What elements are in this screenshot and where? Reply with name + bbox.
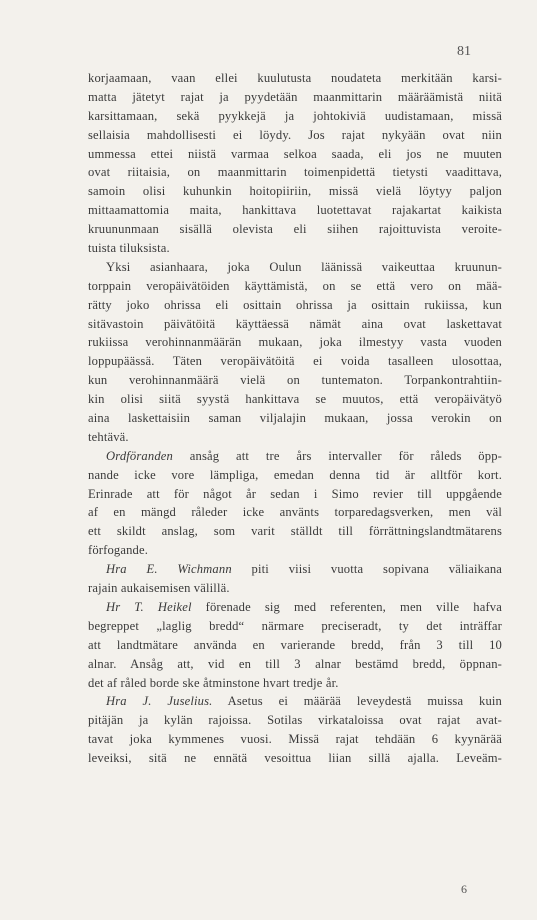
text-line (88, 409, 502, 428)
line-text: ummessa ettei niistä varmaa selkoa saada, eli jos ne muuten (88, 146, 502, 161)
text-line (88, 107, 502, 126)
text-line (88, 315, 502, 334)
line-text: Yksi asianhaara, joka Oulun läänissä vaikeuttaa kruunun- (106, 259, 502, 274)
line-text: begreppet „laglig bredd“ närmare preciseradt, ty det inträffar (88, 618, 502, 633)
speaker-name: Hra E. Wichmann (106, 562, 232, 577)
text-line (88, 69, 502, 88)
text-line (88, 333, 502, 352)
text-line (88, 655, 502, 674)
line-text: förfogande. (88, 543, 149, 558)
line-text: rajain aukaisemisen välillä. (88, 581, 230, 596)
line-text: Asetus ei määrää leveydestä muissa kuin (212, 694, 502, 709)
text-line (88, 182, 502, 201)
line-text: att landtmätare använda en varierande bredd, från 3 till 10 (88, 637, 502, 652)
text-line (88, 277, 502, 296)
text-line (88, 541, 502, 560)
text-line (88, 711, 502, 730)
line-text: karsittamaan, sekä pyykkejä ja johtokiviä uudistamaan, missä (88, 108, 502, 123)
line-text: matta jätetyt rajat ja pyydetään maanmittarin määräämistä niitä (88, 89, 502, 104)
line-text: piti viisi vuotta sopivana väliaikana (231, 562, 502, 577)
page-number: 81 (457, 44, 471, 59)
line-text: leveiksi, sitä ne ennätä vesoittua liian sillä ajalla. Leveäm- (88, 751, 502, 766)
text-line (88, 258, 502, 277)
text-line (88, 522, 502, 541)
text-line (88, 674, 502, 693)
speaker-name: Hra J. Juselius. (106, 694, 213, 709)
line-text: ovat riitaisia, on maanmittarin toimenpidettä tietysti vaadittava, (88, 165, 502, 180)
text-line (88, 749, 502, 768)
line-text: kun verohinnanmäärä vielä on tuntematon. Torpankontrahtiin- (88, 373, 502, 388)
text-line (88, 447, 502, 466)
text-line (88, 503, 502, 522)
line-text: tehtävä. (88, 429, 129, 444)
text-line (88, 239, 502, 258)
line-text: loppupäässä. Täten veropäivätöitä ei voida tasalleen ulosottaa, (88, 354, 502, 369)
text-line (88, 352, 502, 371)
text-line (88, 390, 502, 409)
line-text: förenade sig med referenten, men ville hafva (191, 599, 502, 614)
line-text: af en mängd råleder icke använts torparedagsverken, men väl (88, 505, 502, 520)
text-line (88, 201, 502, 220)
line-text: Erinrade att för något år sedan i Simo revier till uppgående (88, 486, 502, 501)
line-text: pitäjän ja kylän rajoissa. Sotilas virkataloissa ovat rajat avat- (88, 713, 502, 728)
line-text: ett skildt anslag, som varit ställdt till förrättningslandtmätarens (88, 524, 502, 539)
line-text: torppain veropäivätöiden käyttämistä, on se että vero on mää- (88, 278, 502, 293)
text-line (88, 163, 502, 182)
signature-mark: 6 (461, 882, 467, 896)
text-line (88, 692, 502, 711)
text-line (88, 730, 502, 749)
speaker-name: Hr T. Heikel (106, 599, 192, 614)
line-text: korjaamaan, vaan ellei kuulutusta noudateta merkitään karsi- (88, 71, 502, 85)
text-line (88, 220, 502, 239)
line-text: rätty joko ohrissa eli osittain ohrissa ja osittain rukiissa, kun (88, 297, 502, 312)
text-line (88, 88, 502, 107)
line-text: ansåg att tre års intervaller för råleds öpp- (172, 448, 502, 463)
text-line (88, 485, 502, 504)
text-line (88, 466, 502, 485)
text-line (88, 617, 502, 636)
line-text: aina laskettaisiin saman viljalajin mukaan, jossa verokin on (88, 411, 502, 426)
line-text: det af råled borde ske åtminstone hvart tredje år. (88, 675, 339, 690)
text-line (88, 296, 502, 315)
line-text: alnar. Ansåg att, vid en till 3 alnar bestämd bredd, öppnan- (88, 656, 502, 671)
text-line (88, 145, 502, 164)
line-text: rukiissa verohinnanmäärän mukaan, joka ilmestyy vasta vuoden (88, 335, 502, 350)
line-text: sellaisia mahdollisesti ei löydy. Jos rajat nykyään ovat niin (88, 127, 502, 142)
line-text: tavat joka kymmenes vuosi. Missä rajat tehdään 6 kyynärää (88, 732, 502, 747)
line-text: mittaamattomia maita, hankittava luotettavat rajakartat kaikista (88, 203, 502, 218)
text-line (88, 126, 502, 145)
text-line (88, 579, 502, 598)
text-line (88, 371, 502, 390)
line-text: kin olisi siitä syystä hankittava se muutos, että veropäivätyö (88, 392, 502, 407)
line-text: nande icke vore lämpliga, emedan denna tid är alltför kort. (88, 467, 502, 482)
line-text: sitävastoin päivätöitä käyttäessä nämät aina ovat laskettavat (88, 316, 502, 331)
text-line (88, 598, 502, 617)
line-text: tuista tiluksista. (88, 241, 170, 256)
text-line (88, 636, 502, 655)
text-line (88, 428, 502, 447)
speaker-name: Ordföranden (106, 448, 173, 463)
line-text: samoin olisi kuhunkin hoitopiiriin, missä vielä löytyy paljon (88, 184, 502, 199)
text-line (88, 560, 502, 579)
line-text: kruununmaan sisällä olevista eli siihen rajoittuvista veroite- (88, 222, 502, 237)
body-text (88, 69, 502, 768)
